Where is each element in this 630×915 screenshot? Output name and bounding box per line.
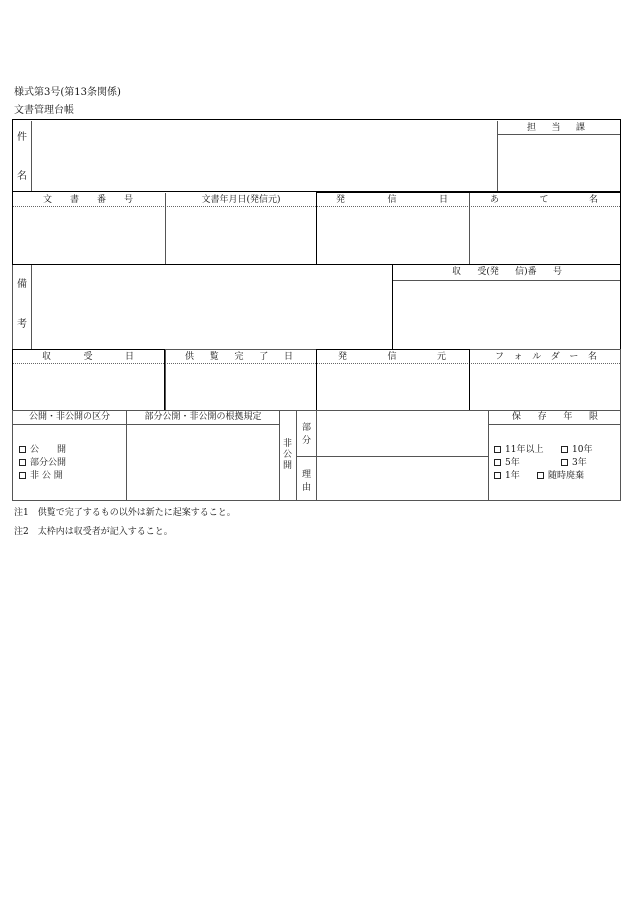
disclosure-header: 公開・非公開の区分 [28,412,110,422]
subject-label-1: 件 [17,132,27,143]
checkbox-private[interactable] [19,472,26,479]
form-number: 様式第3号(第13条関係) [14,87,121,98]
retention-5y[interactable]: 5年 [494,459,520,468]
retention-11y[interactable]: 11年以上 [494,446,543,455]
checkbox-1y[interactable] [494,472,501,479]
retention-10y[interactable]: 10年 [561,446,592,455]
checkbox-5y[interactable] [494,459,501,466]
send-date-cell[interactable] [318,208,468,263]
riyuu-1: 理 [302,470,312,480]
option-partial[interactable]: 部分公開 [19,459,66,468]
sender-header: 発 信 元 [338,352,446,362]
subject-cell[interactable] [32,121,496,191]
viewing-complete-cell[interactable] [166,365,315,409]
doc-date-header: 文書年月日(発信元) [201,195,281,205]
checkbox-anytime[interactable] [537,472,544,479]
receive-date-header: 収 受 日 [42,352,134,362]
remarks-label-2: 考 [17,319,27,330]
riyuu-2: 由 [302,483,312,493]
riyuu-cell[interactable] [318,458,487,499]
bubun-1: 部 [302,423,312,433]
form-title: 文書管理台帳 [14,105,74,116]
retention-1y[interactable]: 1年 [494,472,520,481]
doc-date-cell[interactable] [166,208,315,263]
receipt-no-cell[interactable] [394,282,619,348]
hikoukai-1: 非 [283,439,293,449]
hikoukai-2: 公 [283,450,293,460]
folder-header: フ ォ ル ダ ー 名 [495,352,597,362]
note-2: 注2 太枠内は収受者が記入すること。 [14,527,173,537]
folder-cell[interactable] [470,365,619,409]
option-private[interactable]: 非 公 開 [19,472,63,481]
checkbox-10y[interactable] [561,446,568,453]
remarks-label-1: 備 [17,279,27,290]
tantou-cell[interactable] [498,135,620,191]
checkbox-3y[interactable] [561,459,568,466]
note-1: 注1 供覧で完了するもの以外は新たに起案すること。 [14,508,236,518]
retention-anytime[interactable]: 随時廃棄 [537,472,584,481]
send-date-header: 発 信 日 [336,195,448,205]
rule-header: 部分公開・非公開の根拠規定 [144,412,262,422]
retention-header: 保 存 年 限 [512,412,598,422]
remarks-cell[interactable] [32,266,390,348]
receive-date-cell[interactable] [14,365,163,409]
addressee-cell[interactable] [470,208,619,263]
option-public[interactable]: 公 開 [19,446,66,455]
subject-label-2: 名 [17,171,27,182]
viewing-complete-header: 供 覧 完 了 日 [185,352,293,362]
retention-3y[interactable]: 3年 [561,459,587,468]
tantou-header: 担 当 課 [527,123,585,133]
checkbox-11y[interactable] [494,446,501,453]
checkbox-partial[interactable] [19,459,26,466]
hikoukai-3: 開 [283,461,293,471]
bubun-2: 分 [302,436,312,446]
addressee-header: あ て 名 [490,195,598,205]
receipt-no-header: 収 受(発 信)番 号 [452,267,562,277]
bubun-cell[interactable] [318,411,487,455]
sender-cell[interactable] [318,365,468,409]
checkbox-public[interactable] [19,446,26,453]
doc-number-cell[interactable] [14,208,164,263]
rule-cell[interactable] [127,426,278,499]
doc-number-header: 文 書 番 号 [43,195,133,205]
